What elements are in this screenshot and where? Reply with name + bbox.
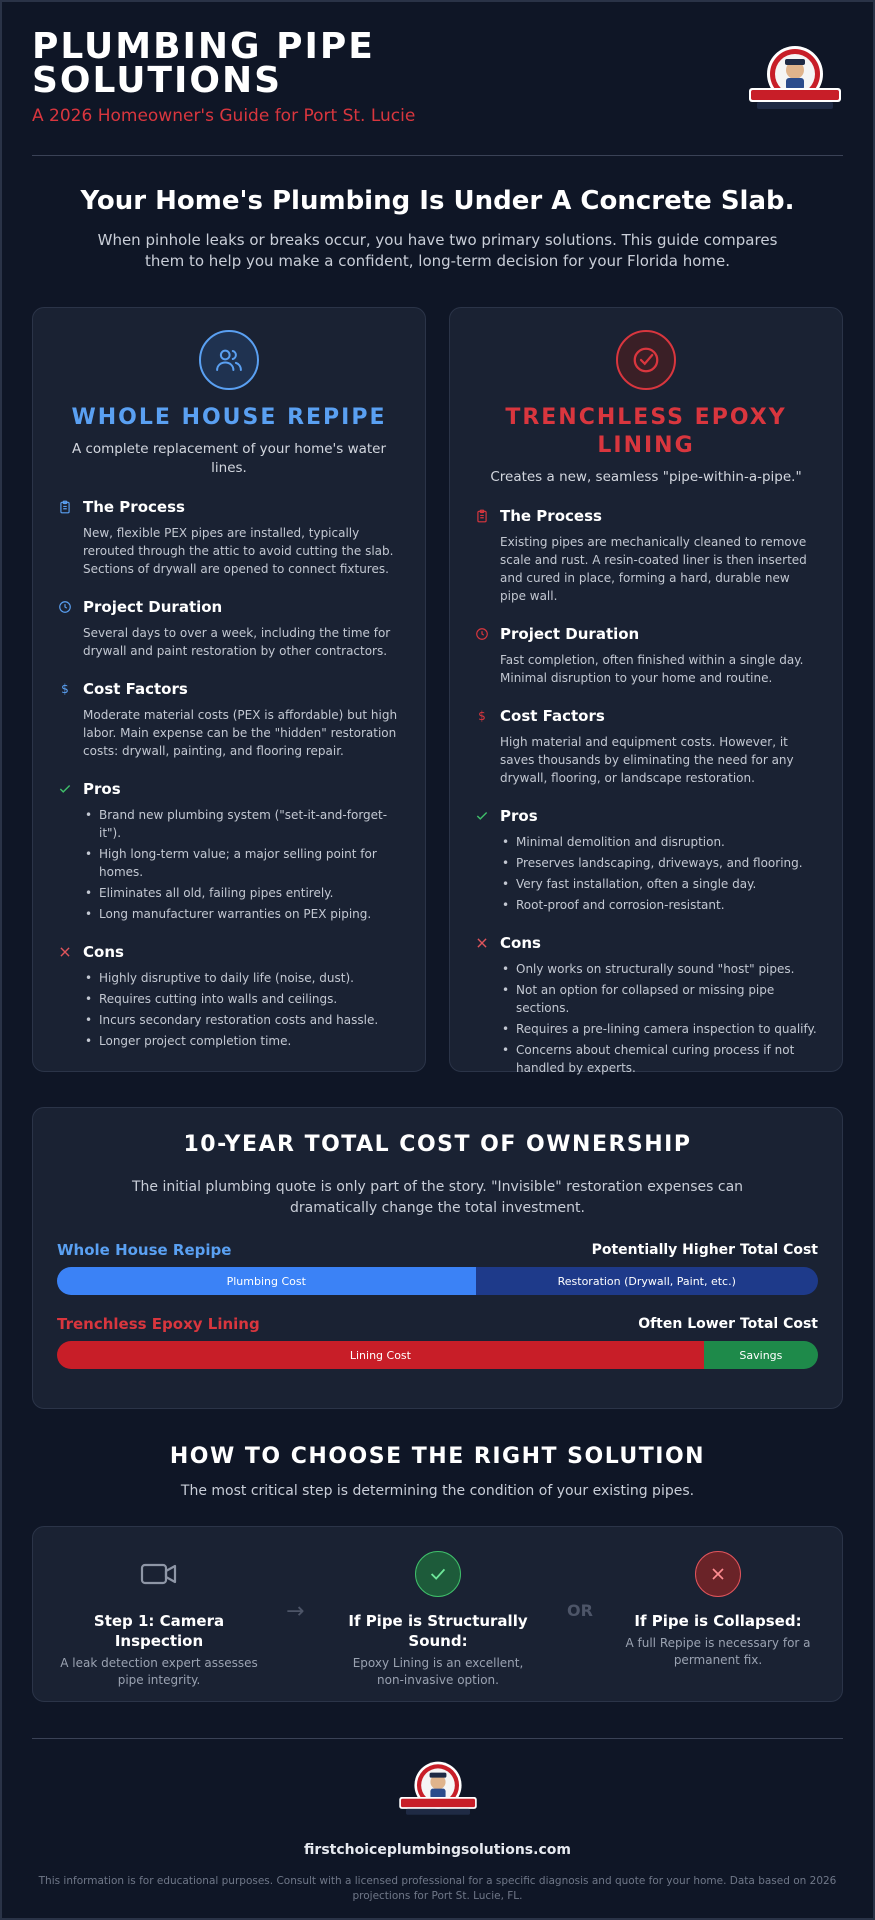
list-item: • Incurs secondary restoration costs and hassle. xyxy=(83,1011,401,1029)
cost-row xyxy=(57,1241,818,1295)
step-title: Step 1: Camera Inspection xyxy=(93,1612,225,1650)
page-title: PLUMBING PIPE SOLUTIONS xyxy=(32,26,375,101)
duration-text: Several days to over a week, including the time for drywall and paint restoration by other contractors. xyxy=(83,626,391,658)
cost-row xyxy=(57,1315,818,1369)
repipe-duration xyxy=(57,598,401,660)
duration-heading: Project Duration xyxy=(500,625,640,643)
check-icon xyxy=(474,808,490,824)
repipe-card xyxy=(32,307,426,1072)
list-item: • Very fast installation, often a single day. xyxy=(500,875,818,893)
cost-factors-text: Moderate material costs (PEX is affordable) but high labor. Main expense can be the "hidden" restoration costs: drywall, painting, and flooring repair. xyxy=(83,708,398,758)
website-link[interactable]: firstchoiceplumbingsolutions.com xyxy=(304,1842,571,1858)
repipe-pros xyxy=(57,780,401,923)
list-item: • Requires cutting into walls and ceilings. xyxy=(83,990,401,1008)
choose-subtitle: The most critical step is determining the condition of your existing pipes. xyxy=(180,1483,695,1499)
list-item: • Eliminates all old, failing pipes entirely. xyxy=(83,884,401,902)
or-divider: OR xyxy=(567,1601,593,1620)
cons-heading: Cons xyxy=(500,934,541,952)
list-item: • Longer project completion time. xyxy=(83,1032,401,1050)
process-heading: The Process xyxy=(500,507,602,525)
repipe-description: A complete replacement of your home's water lines. xyxy=(71,441,387,476)
clock-icon xyxy=(57,599,73,615)
brand-logo xyxy=(747,44,843,120)
cost-row-verdict: Potentially Higher Total Cost xyxy=(591,1242,818,1258)
cons-heading: Cons xyxy=(83,943,124,961)
cost-factors-text: High material and equipment costs. However, it saves thousands by eliminating the need for any drywall, flooring, or landscape restoration. xyxy=(500,735,794,785)
repipe-cons xyxy=(57,943,401,1050)
cost-row-name: Whole House Repipe xyxy=(57,1241,232,1259)
list-item: • Preserves landscaping, driveways, and flooring. xyxy=(500,854,818,872)
intro-heading: Your Home's Plumbing Is Under A Concrete Slab. xyxy=(80,186,795,216)
x-icon xyxy=(474,935,490,951)
repipe-cost-factors xyxy=(57,680,401,760)
video-camera-icon xyxy=(136,1551,182,1597)
disclaimer: This information is for educational purposes. Consult with a licensed professional for a specific diagnosis and quote for your home. Data based on 2026 projections for Port St. Lucie, FL. xyxy=(38,1875,837,1902)
decision-steps xyxy=(32,1526,843,1702)
cost-row-verdict: Often Lower Total Cost xyxy=(638,1316,818,1332)
step-title: If Pipe is Structurally Sound: xyxy=(348,1612,528,1650)
intro-section xyxy=(32,186,843,272)
list-item: • Only works on structurally sound "host" pipes. xyxy=(500,960,818,978)
header xyxy=(32,26,843,155)
step-camera-inspection xyxy=(59,1551,259,1689)
cost-factors-heading: Cost Factors xyxy=(83,680,188,698)
epoxy-cost-factors xyxy=(474,707,818,787)
cost-description: The initial plumbing quote is only part of the story. "Invisible" restoration expenses can dramatically change the total investment. xyxy=(131,1179,744,1216)
duration-heading: Project Duration xyxy=(83,598,223,616)
process-heading: The Process xyxy=(83,498,185,516)
clipboard-icon xyxy=(474,508,490,524)
list-item: • Brand new plumbing system ("set-it-and-forget-it"). xyxy=(83,806,401,842)
list-item: • High long-term value; a major selling point for homes. xyxy=(83,845,401,881)
users-icon xyxy=(199,330,259,390)
cost-of-ownership xyxy=(32,1107,843,1409)
epoxy-card xyxy=(449,307,843,1075)
cost-bar xyxy=(57,1341,818,1369)
cost-title: 10-YEAR TOTAL COST OF OWNERSHIP xyxy=(183,1132,692,1157)
pros-heading: Pros xyxy=(83,780,121,798)
choose-section xyxy=(32,1444,843,1499)
cost-row-name: Trenchless Epoxy Lining xyxy=(57,1315,260,1333)
repipe-process xyxy=(57,498,401,578)
clipboard-icon xyxy=(57,499,73,515)
check-icon xyxy=(57,781,73,797)
cost-factors-heading: Cost Factors xyxy=(500,707,605,725)
epoxy-pros xyxy=(474,807,818,914)
footer-divider xyxy=(32,1738,843,1739)
list-item: • Minimal demolition and disruption. xyxy=(500,833,818,851)
dollar-icon: $ xyxy=(61,682,69,696)
list-item: • Concerns about chemical curing process if not handled by experts. xyxy=(500,1041,818,1077)
list-item: • Requires a pre-lining camera inspection to qualify. xyxy=(500,1020,818,1038)
step-description: A leak detection expert assesses pipe integrity. xyxy=(60,1656,258,1687)
epoxy-process xyxy=(474,507,818,605)
check-circle-icon xyxy=(415,1551,461,1597)
cost-bar-segment: Restoration (Drywall, Paint, etc.) xyxy=(476,1267,818,1295)
choose-title: HOW TO CHOOSE THE RIGHT SOLUTION xyxy=(169,1444,706,1469)
process-text: New, flexible PEX pipes are installed, typically rerouted through the attic to avoid cutting the slab. Sections of drywall are opened to connect fixtures. xyxy=(83,526,394,576)
cost-bar-segment: Plumbing Cost xyxy=(57,1267,476,1295)
cost-bar-segment: Lining Cost xyxy=(57,1341,704,1369)
list-item: • Not an option for collapsed or missing pipe sections. xyxy=(500,981,818,1017)
repipe-title: WHOLE HOUSE REPIPE xyxy=(71,405,387,430)
duration-text: Fast completion, often finished within a single day. Minimal disruption to your home and routine. xyxy=(500,653,804,685)
dollar-icon: $ xyxy=(478,709,486,723)
page-subtitle: A 2026 Homeowner's Guide for Port St. Lucie xyxy=(32,106,416,126)
clock-icon xyxy=(474,626,490,642)
brand-logo xyxy=(395,1760,481,1824)
epoxy-description: Creates a new, seamless "pipe-within-a-pipe." xyxy=(490,469,802,485)
x-icon xyxy=(57,944,73,960)
list-item: • Root-proof and corrosion-resistant. xyxy=(500,896,818,914)
header-divider xyxy=(32,155,843,156)
epoxy-title: TRENCHLESS EPOXY LINING xyxy=(505,405,787,458)
list-item: • Long manufacturer warranties on PEX piping. xyxy=(83,905,401,923)
step-structurally-sound xyxy=(338,1551,538,1689)
step-description: A full Repipe is necessary for a permanent fix. xyxy=(625,1636,811,1667)
step-title: If Pipe is Collapsed: xyxy=(634,1612,802,1630)
pros-heading: Pros xyxy=(500,807,538,825)
step-collapsed xyxy=(618,1551,818,1669)
footer xyxy=(32,1760,843,1904)
epoxy-duration xyxy=(474,625,818,687)
process-text: Existing pipes are mechanically cleaned to remove scale and rust. A resin-coated liner is then inserted and cured in place, forming a hard, durable new pipe wall. xyxy=(500,535,807,603)
list-item: • Highly disruptive to daily life (noise, dust). xyxy=(83,969,401,987)
cost-bar xyxy=(57,1267,818,1295)
check-circle-icon xyxy=(616,330,676,390)
arrow-right-icon: → xyxy=(286,1599,305,1624)
x-circle-icon xyxy=(695,1551,741,1597)
epoxy-cons xyxy=(474,934,818,1077)
intro-text: When pinhole leaks or breaks occur, you have two primary solutions. This guide compares them to help you make a confident, long-term decision for your Florida home. xyxy=(97,231,778,270)
cost-bars xyxy=(57,1241,818,1369)
step-description: Epoxy Lining is an excellent, non-invasive option. xyxy=(352,1656,524,1687)
cost-bar-segment: Savings xyxy=(704,1341,818,1369)
